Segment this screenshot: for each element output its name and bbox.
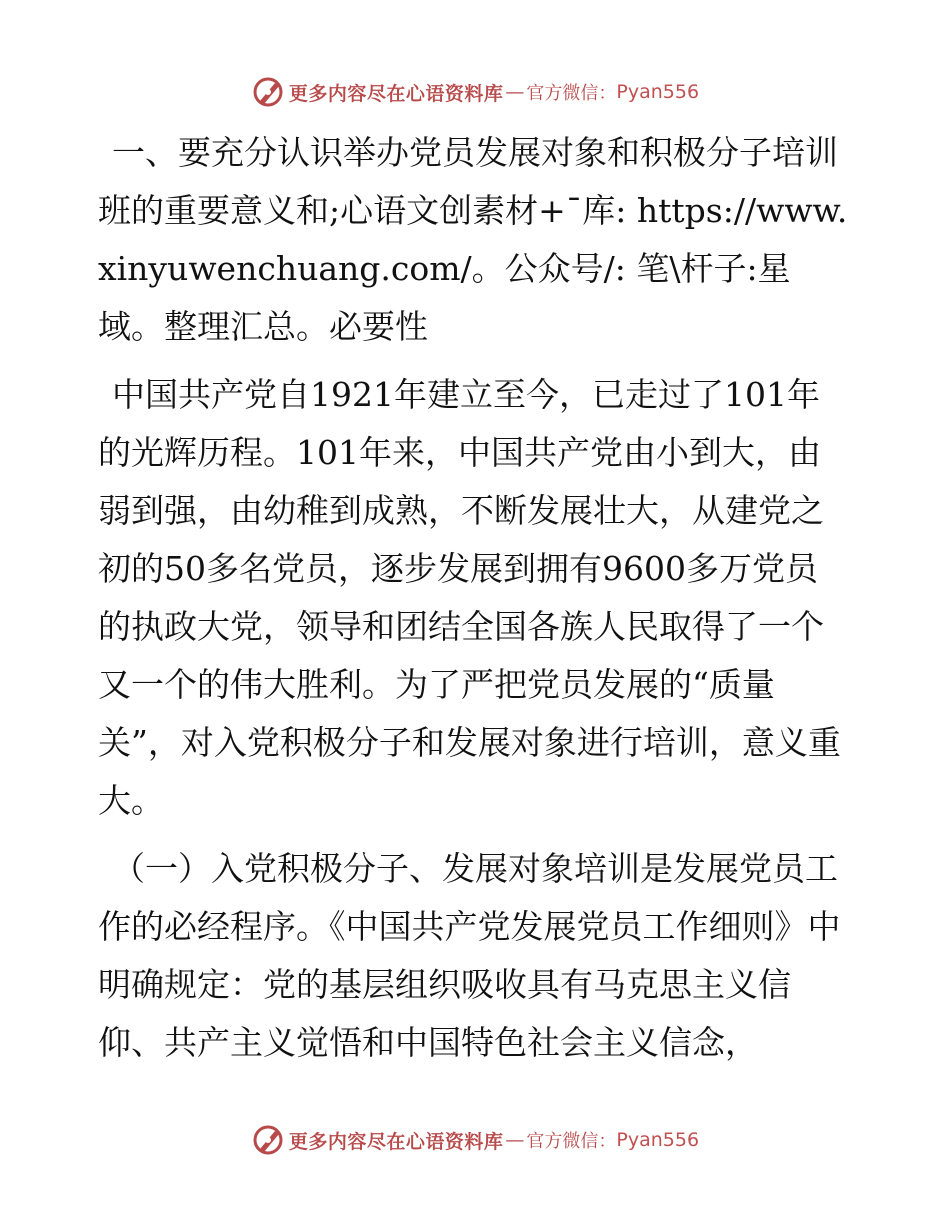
document-body: [98, 124, 850, 1082]
banner-separator: —: [505, 81, 525, 103]
pen-logo-icon: [251, 1123, 285, 1157]
footer-banner: [0, 1120, 950, 1160]
pen-logo-icon: [251, 75, 285, 109]
banner-account: Pyan556: [616, 1129, 700, 1151]
banner-main-text: 更多内容尽在心语资料库: [288, 82, 504, 105]
banner-sub-text: 官方微信：: [526, 83, 617, 104]
paragraph-heading: 一、要充分认识举办党员发展对象和积极分子培训班的重要意义和;心语文创素材+¯库: https://www.xinyuwenchuang.com/。公众号/: 笔\杆子:星域。整理汇总。必要性: [98, 133, 848, 346]
paragraph-training: （一）入党积极分子、发展对象培训是发展党员工作的必经程序。《中国共产党发展党员工作细则》中明确规定：党的基层组织吸收具有马克思主义信仰、共产主义觉悟和中国特色社会主义信念，: [98, 849, 841, 1062]
banner-main-text: 更多内容尽在心语资料库: [288, 1130, 504, 1153]
paragraph-history: 中国共产党自1921年建立至今，已走过了101年的光辉历程。101年来，中国共产党由小到大，由弱到强，由幼稚到成熟，不断发展壮大，从建党之初的50多名党员，逐步发展到拥有9600多万党员的执政大党，领导和团结全国各族人民取得了一个又一个的伟大胜利。为了严把党员发展的“质量关”，对入党积极分子和发展对象进行培训，意义重大。: [98, 375, 841, 820]
header-banner: [0, 72, 950, 112]
banner-account: Pyan556: [616, 81, 700, 103]
banner-sub-text: 官方微信：: [526, 1131, 617, 1152]
banner-separator: —: [505, 1129, 525, 1151]
